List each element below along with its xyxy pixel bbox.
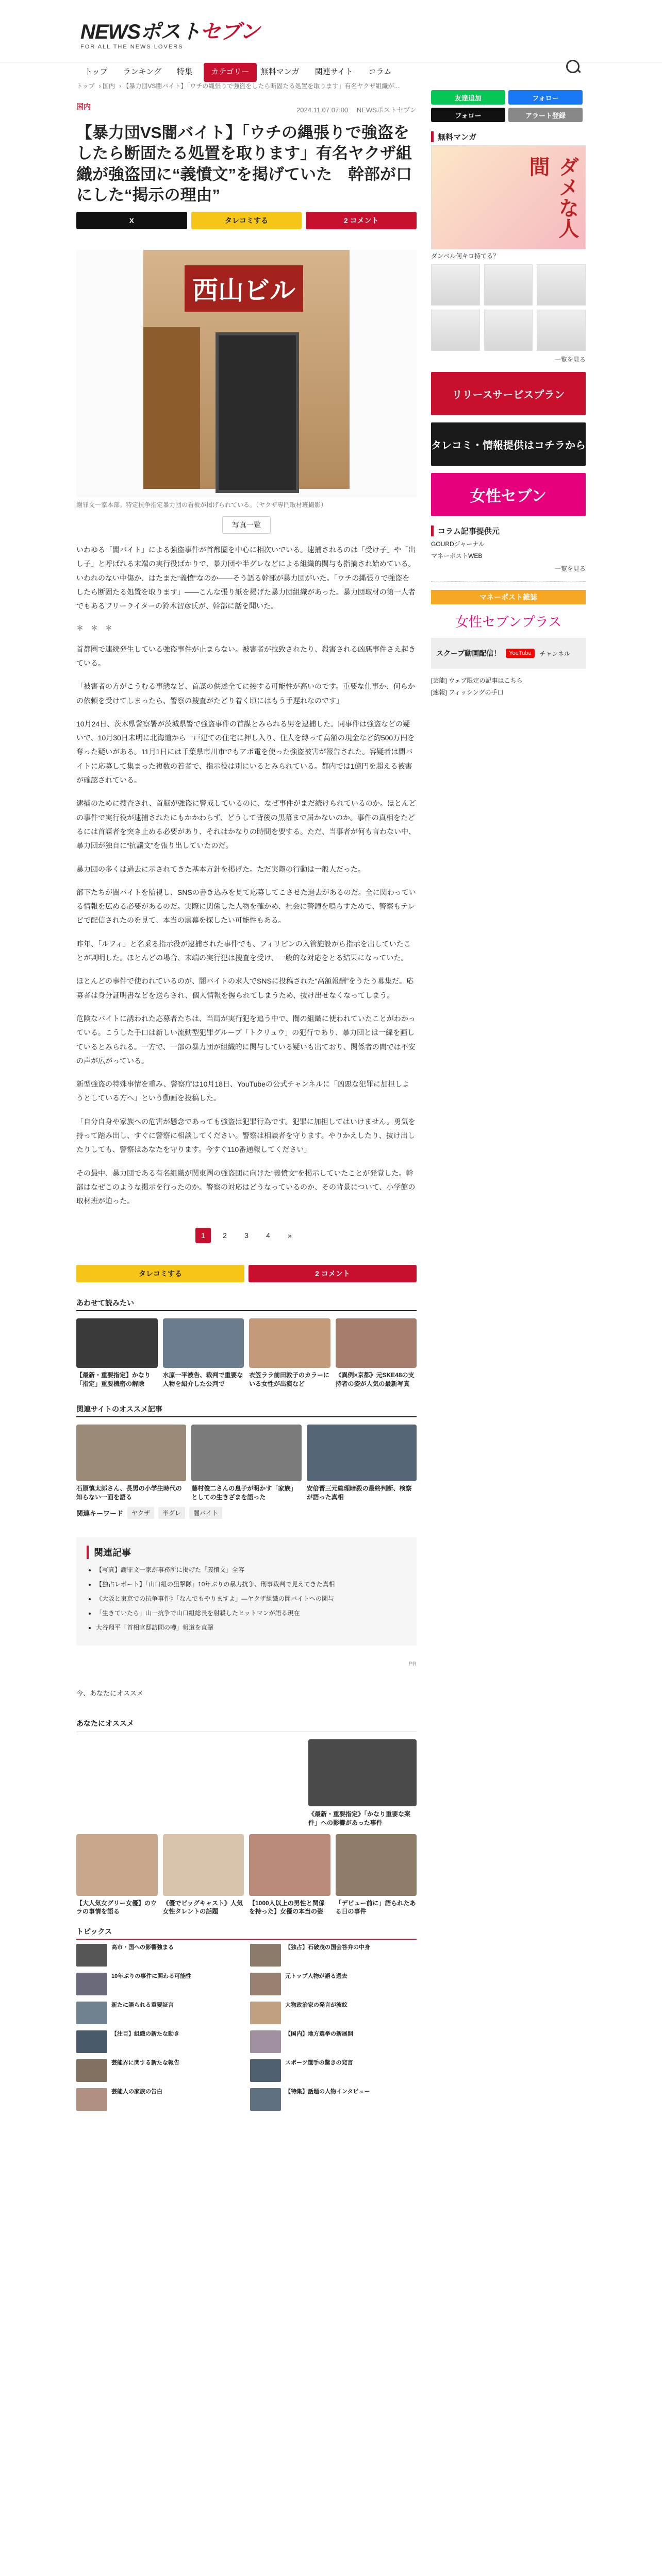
- topic-title: 大物政治家の発言が波紋: [285, 2002, 347, 2009]
- manga-small-list: [431, 310, 586, 351]
- sidebar-small-link[interactable]: [速報] フィッシングの手口: [431, 689, 504, 696]
- manga-thumb[interactable]: [431, 310, 480, 351]
- bottom-share-row: [76, 1265, 417, 1282]
- card-title: 【1000人以上の男性と関係を持った】女優の本当の姿: [249, 1899, 325, 1916]
- pagination: [76, 1228, 417, 1243]
- card-thumb: [249, 1318, 330, 1368]
- nav-item-column[interactable]: コラム: [368, 67, 392, 76]
- follow-buttons: [431, 90, 586, 122]
- page-4[interactable]: 4: [266, 1231, 270, 1240]
- page-2[interactable]: 2: [223, 1231, 227, 1240]
- page-3[interactable]: 3: [244, 1231, 249, 1240]
- keyword-tag[interactable]: ヤクザ: [127, 1507, 154, 1519]
- related-link[interactable]: • 【独占レポート】「山口組の狙撃隊」10年ぶりの暴力抗争、刑事裁判で見えてきた真相: [96, 1580, 406, 1589]
- anata-card[interactable]: [76, 1834, 158, 1917]
- topic-item[interactable]: [76, 2059, 243, 2082]
- paragraph: 逮捕のために捜査され、首脳が強盗に警戒しているのに、なぜ事件がまだ続けられているのか。ほとんどの事件で実行役が逮捕されたにもかかわらず、どうして背後の黒幕まで届かないのか。事件の真相をたどるには首謀者を突き止める必要があり、それはかなりの時間を要する。ただ、当事者が何も言わない中、暴力団が独自に“抗議文”を張り出していたのだ。: [76, 799, 416, 850]
- card-thumb: [163, 1834, 244, 1896]
- paragraph: 暴力団の多くは過去に示されてきた基本方針を掲げた。ただ実際の行動は一般人だった。: [76, 865, 365, 873]
- search-icon[interactable]: [566, 60, 580, 73]
- card-thumb: [76, 1425, 186, 1481]
- tip-off-banner[interactable]: タレコミ・情報提供はコチラから: [431, 422, 586, 466]
- also-read-heading: あわせて読みたい: [76, 1298, 417, 1311]
- topics-heading: トピックス: [76, 1926, 417, 1940]
- card-thumb: [336, 1318, 417, 1368]
- photo-caption: 謝罪文一家本部。特定抗争指定暴力団の看板が掲げられている。（ヤクザ専門取材班撮影）: [76, 501, 327, 509]
- topic-item[interactable]: [76, 2030, 243, 2053]
- card-thumb: [76, 1834, 158, 1896]
- card-thumb: [336, 1834, 417, 1896]
- page-next[interactable]: »: [288, 1231, 292, 1240]
- tip-off-button-bottom[interactable]: タレコミする: [76, 1265, 244, 1282]
- topic-item[interactable]: [76, 2002, 243, 2024]
- site-logo[interactable]: [80, 15, 259, 50]
- topic-thumb: [76, 2088, 107, 2111]
- topic-row: [76, 2059, 417, 2082]
- topic-thumb: [76, 1973, 107, 1995]
- release-banner[interactable]: リリースサービスプラン: [431, 372, 586, 415]
- paragraph: 危険なバイトに誘われた応募者たちは、当局が実行犯を追う中で、闇の組織に使われていたことがわかっている。こうした手口は新しい流動型犯罪グループ「トクリュウ」の犯行であり、暴力団とは一線を画しているとみられる。一方で、一部の暴力団が組織的に関与している疑いも出ており、関係者の間では不安の声が広がっている。: [76, 1014, 416, 1065]
- logo-sub: FOR ALL THE NEWS LOVERS: [80, 44, 184, 50]
- sidebar: [431, 90, 586, 700]
- card-title: 【最新・重要指定】かなり「指定」重要機密の解除: [76, 1371, 151, 1388]
- article-date: 2024.11.07 07:00: [296, 106, 349, 114]
- breadcrumb-category[interactable]: 国内: [102, 82, 115, 90]
- facebook-follow-button[interactable]: フォロー: [508, 90, 583, 105]
- keyword-tag[interactable]: 半グレ: [158, 1507, 185, 1519]
- logo-accent: セブン: [200, 21, 260, 43]
- share-x-button[interactable]: X: [76, 212, 187, 229]
- article-body: [76, 543, 417, 1208]
- manga-heading: 無料マンガ: [431, 131, 586, 142]
- anata-card[interactable]: [249, 1834, 330, 1917]
- card-title: 《最新・重要指定》「かなり重要な案件」への影響があった事件: [308, 1810, 411, 1826]
- manga-caption[interactable]: ダンベル何キロ持てる？: [431, 252, 500, 260]
- topic-item[interactable]: [76, 2088, 243, 2111]
- main-column: [76, 81, 417, 2117]
- related-link[interactable]: • 「生きていたら」山一抗争で山口組総長を射殺したヒットマンが語る現在: [96, 1608, 406, 1618]
- topic-thumb: [250, 2088, 281, 2111]
- keyword-tag[interactable]: 闇バイト: [189, 1507, 222, 1519]
- josei-seven-plus-logo[interactable]: 女性セブンプラス: [455, 615, 562, 630]
- topic-thumb: [76, 2059, 107, 2082]
- topic-title: 【特集】話題の人物インタビュー: [285, 2089, 370, 2095]
- paragraph: 昨年、「ルフィ」と名乗る指示役が逮捕された事件でも、フィリピンの入管施設から指示を出していたことが判明した。ほとんどの場合、末端の実行犯は捜査を受け、一般的な対応をとる結果になっていた。: [76, 939, 411, 962]
- page-1[interactable]: 1: [195, 1228, 211, 1243]
- related-articles-box: [76, 1537, 417, 1646]
- topic-title: 芸能人の家族の告白: [111, 2089, 162, 2095]
- youtube-banner-text: スクープ動画配信！: [436, 649, 501, 657]
- josei-seven-banner[interactable]: 女性セブン: [431, 473, 586, 516]
- article-photo-area: [76, 250, 417, 497]
- topic-thumb: [250, 2059, 281, 2082]
- column-more-link[interactable]: 一覧を見る: [554, 565, 586, 572]
- paragraph: 「自分自身や家族への危害が懸念であっても強盗は犯罪行為です。犯罪に加担してはいけません。勇気を持って踏み出し、すぐに警察に相談してください。警察は相談者を守ります。やりかえしたり、抜け出したりしても、警察はあなたを守ります。今すぐ110番通報してください」: [76, 1117, 416, 1154]
- also-read-card[interactable]: [163, 1318, 244, 1388]
- manga-thumb[interactable]: [484, 264, 533, 306]
- topic-row: [76, 2088, 417, 2111]
- manga-main-banner[interactable]: [431, 145, 586, 249]
- anata-card[interactable]: [163, 1834, 244, 1917]
- also-read-card[interactable]: [336, 1318, 417, 1388]
- column-heading: コラム記事提供元: [431, 526, 586, 536]
- keyword-label: 関連キーワード: [76, 1509, 124, 1517]
- x-follow-button[interactable]: フォロー: [431, 108, 505, 122]
- nav-item-ranking[interactable]: ランキング: [123, 67, 162, 76]
- anata-card[interactable]: [336, 1834, 417, 1917]
- breadcrumb: トップ › 国内 › 【暴力団VS闇バイト】「ウチの縄張りで強盗をしたら断固たる処置を取ります」有名ヤクザ組織が...: [76, 82, 400, 90]
- topic-title: 高市・国への影響強まる: [111, 1944, 174, 1951]
- topic-row: [76, 1944, 417, 1967]
- article-title: 【暴力団VS闇バイト】「ウチの縄張りで強盗をしたら断固たる処置を取ります」有名ヤクザ組織が強盗団に“義憤文”を掲げていた 幹部が口にした“掲示の理由”: [76, 124, 412, 204]
- related-heading: 関連記事: [87, 1546, 406, 1559]
- money-post-label[interactable]: マネーポスト雑誌: [431, 590, 586, 604]
- manga-title: ダメな人間: [526, 156, 580, 239]
- topic-thumb: [76, 1944, 107, 1967]
- topic-item[interactable]: [250, 2088, 417, 2111]
- topic-title: 元トップ人物が語る過去: [285, 1973, 347, 1980]
- anata-heading: あなたにオススメ: [76, 1718, 417, 1732]
- article-meta: [76, 105, 417, 114]
- osusume-card[interactable]: [191, 1425, 301, 1502]
- card-title: 《異例×京都》元SKE48の支持者の姿が人気の最新写真: [335, 1371, 415, 1388]
- global-nav: [80, 61, 403, 82]
- photo-list-button[interactable]: 写真一覧: [222, 516, 271, 534]
- topic-item[interactable]: [250, 2059, 417, 2082]
- paragraph: 10月24日、茨木県警察署が茨城県警で強盗事件の首謀とみられる男を逮捕した。同事件は強盗などの疑いで、10月30日未明に北海道から一戸建ての住宅に押し入り、住人を縛って高額の現金など約500万円を奪った疑いがある。11月1日には千葉県市川市でもアポ電を使った強盗被害が報告された。容疑者は闇バイトに応募して集まった複数の若者で、指示役は別にいるとみられている。都内では1億円を超える被害が確認されている。: [76, 719, 415, 785]
- photo-door: [216, 332, 299, 493]
- topic-item[interactable]: [250, 1973, 417, 1995]
- article-photo[interactable]: [143, 250, 350, 489]
- nav-item-free-manga[interactable]: 無料マンガ: [260, 67, 300, 76]
- card-title: 石原慎太郎さん、長男の小学生時代の知らない一面を語る: [76, 1485, 182, 1501]
- manga-more-link[interactable]: 一覧を見る: [554, 356, 586, 363]
- youtube-icon: YouTube: [506, 649, 534, 658]
- divider: [431, 581, 586, 582]
- paragraph: いわゆる「闇バイト」による強盗事件が首都圏を中心に相次いでいる。逮捕されるのは「受け子」や「出し子」と呼ばれる末端の実行役ばかりで、暴力団や半グレなどによる組織的関与も指摘され始めている。いわれのない中傷か、はたまた“義憤”なのか——そう語る幹部が暴力団がいた。「ウチの縄張りで強盗をしたら断固たる処置を取ります」——こんな張り紙を掲げた暴力団組織があった。暴力団取材の第一人者でもあるフリーライターの鈴木智彦氏が、幹部に話を聞いた。: [76, 546, 416, 611]
- card-thumb: [191, 1425, 301, 1481]
- topic-item[interactable]: [250, 2002, 417, 2024]
- card-thumb: [307, 1425, 417, 1481]
- card-title: 「デビュー前に」語られたある日の事件: [335, 1899, 416, 1916]
- card-title: 衣笠ララ前田敦子のカラーにいる女性が出演など: [249, 1371, 330, 1388]
- column-link[interactable]: マネーポストWEB: [431, 552, 483, 560]
- paragraph: 新型強盗の特殊事情を重み、警察庁は10月18日、YouTubeの公式チャンネルに「凶悪な犯罪に加担しようとしている方へ」という動画を投稿した。: [76, 1080, 410, 1103]
- topic-thumb: [250, 1944, 281, 1967]
- manga-thumb[interactable]: [537, 310, 586, 351]
- manga-thumb[interactable]: [431, 264, 480, 306]
- keyword-row: [76, 1507, 417, 1519]
- nav-item-feature[interactable]: 特集: [177, 67, 193, 76]
- osusume-card[interactable]: [76, 1425, 186, 1502]
- category-label[interactable]: 国内: [76, 103, 91, 111]
- ad-label: PR: [408, 1660, 417, 1667]
- osusume-list: [76, 1425, 417, 1502]
- paragraph: ほとんどの事件で使われているのが、闇バイトの求人でSNSに投稿された“高額報酬”をうたう募集だ。応募者は身分証明書などを送らされ、個人情報を握られてしまうため、抜け出せなくなってしまう。: [76, 977, 414, 999]
- nav-item-top[interactable]: トップ: [85, 67, 108, 76]
- topic-item[interactable]: [250, 1944, 417, 1967]
- related-link[interactable]: • 大谷翔平「首相官邸訪問の噂」報道を直撃: [96, 1623, 406, 1632]
- youtube-banner[interactable]: [431, 638, 586, 669]
- topic-title: 【国内】地方選挙の新展開: [285, 2031, 353, 2038]
- topic-row: [76, 1973, 417, 1995]
- alert-button[interactable]: アラート登録: [508, 108, 583, 122]
- card-title: 安倍晋三元総理暗殺の最終判断、検察が語った真相: [306, 1485, 412, 1501]
- topic-title: 新たに語られる重要証言: [111, 2002, 174, 2009]
- card-thumb: [308, 1739, 417, 1806]
- topic-title: 10年ぶりの事件に関わる可能性: [111, 1973, 192, 1980]
- related-link[interactable]: • 【写真】謝罪文一家が事務所に掲げた「義憤文」全容: [96, 1565, 406, 1574]
- card-title: 【大人気女グリー女優】のウラの事情を語る: [76, 1899, 157, 1916]
- card-thumb: [163, 1318, 244, 1368]
- line-follow-button[interactable]: 友達追加: [431, 90, 505, 105]
- sidebar-small-link[interactable]: [芸能] ウェブ限定の記事はこちら: [431, 677, 523, 684]
- breadcrumb-top[interactable]: トップ: [76, 82, 95, 90]
- topic-item[interactable]: [76, 1944, 243, 1967]
- paragraph: 「被害者の方がこうむる事態など、首謀の供述全てに接する可能性が高いのです。重要な仕事か、何らかの依頼を受けてしまったら、警察の捜査がたどり着く頃にはもう手遅れなのです」: [76, 682, 415, 705]
- column-link[interactable]: GOURDジャーナル: [431, 540, 485, 548]
- breadcrumb-current: 【暴力団VS闇バイト】「ウチの縄張りで強盗をしたら断固たる処置を取ります」有名ヤクザ組織が...: [123, 82, 400, 90]
- anata-top-card[interactable]: [76, 1739, 417, 1827]
- tip-off-button[interactable]: タレコミする: [191, 212, 302, 229]
- photo-wall: [143, 327, 200, 489]
- site-header: [0, 0, 662, 76]
- nav-item-category[interactable]: カテゴリー: [204, 63, 256, 82]
- topics-list: [76, 1944, 417, 2111]
- topic-thumb: [250, 2002, 281, 2024]
- building-sign: 西山ビル: [185, 265, 303, 312]
- card-title: 水原一平被告、裁判で重要な人物を紹介した公判で: [162, 1371, 243, 1388]
- youtube-channel-label: チャンネル: [539, 650, 570, 657]
- topic-thumb: [76, 2002, 107, 2024]
- manga-thumb[interactable]: [537, 264, 586, 306]
- topic-thumb: [250, 1973, 281, 1995]
- share-row: [76, 212, 417, 229]
- card-title: 藤村俊二さんの息子が明かす「家族」としての生きざまを語った: [191, 1485, 297, 1501]
- nav-item-related[interactable]: 関連サイト: [315, 67, 353, 76]
- card-title: 《優でビッグキャスト》人気女性タレントの話題: [162, 1899, 243, 1916]
- topic-row: [76, 2002, 417, 2024]
- section-divider: ＊ ＊ ＊: [76, 623, 112, 632]
- topic-thumb: [250, 2030, 281, 2053]
- topic-item[interactable]: [76, 1973, 243, 1995]
- topic-title: スポーツ選手の驚きの発言: [285, 2060, 353, 2066]
- article-source: NEWSポストセブン: [356, 106, 417, 114]
- manga-small-list: [431, 264, 586, 306]
- topic-item[interactable]: [250, 2030, 417, 2053]
- logo-main: NEWSポスト: [80, 21, 200, 43]
- related-link[interactable]: • 《大阪と東京での抗争事件》「なんでもやりますよ」—ヤクザ組織の闇バイトへの関与: [96, 1594, 406, 1603]
- also-read-card[interactable]: [76, 1318, 158, 1388]
- you-may-like-heading: 今、あなたにオススメ: [76, 1689, 143, 1697]
- photo-list-area: [76, 516, 417, 534]
- topic-title: 芸能界に関する新たな報告: [111, 2060, 179, 2066]
- anata-list: [76, 1834, 417, 1917]
- osusume-card[interactable]: [307, 1425, 417, 1502]
- topic-thumb: [76, 2030, 107, 2053]
- paragraph: 首都圏で連続発生している強盗事件が止まらない。被害者が拉致されたり、殺害される凶悪事件さえ起きている。: [76, 645, 416, 667]
- also-read-list: [76, 1318, 417, 1388]
- also-read-card[interactable]: [249, 1318, 330, 1388]
- comment-button[interactable]: 2 コメント: [306, 212, 417, 229]
- paragraph: 部下たちが闇バイトを監視し、SNSの書き込みを見て応募してこさせた過去があるのだ。全に関わっている情報を広める必要があるのだ。実際に関係した人物を確かめ、社会に警鐘を鳴らすためで、警察もテレビで配信されたのを見て、本当の黒幕を探したい可能性もある。: [76, 888, 416, 925]
- paragraph: その最中、暴力団である有名組織が関東圏の強盗団に向けた“義憤文”を掲示していたことが発覚した。幹部はなぜこのような掲示を行ったのか。警察の対応はどうなっているのか、その背景について、小学館の取材班が迫った。: [76, 1168, 416, 1206]
- topic-title: 【独占】石破茂の国会答弁の中身: [285, 1944, 370, 1951]
- manga-thumb[interactable]: [484, 310, 533, 351]
- card-thumb: [76, 1318, 158, 1368]
- card-thumb: [249, 1834, 330, 1896]
- osusume-heading: 関連サイトのオススメ記事: [76, 1404, 417, 1417]
- topic-title: 【注目】組織の新たな動き: [111, 2031, 179, 2038]
- comment-button-bottom[interactable]: 2 コメント: [249, 1265, 417, 1282]
- topic-row: [76, 2030, 417, 2053]
